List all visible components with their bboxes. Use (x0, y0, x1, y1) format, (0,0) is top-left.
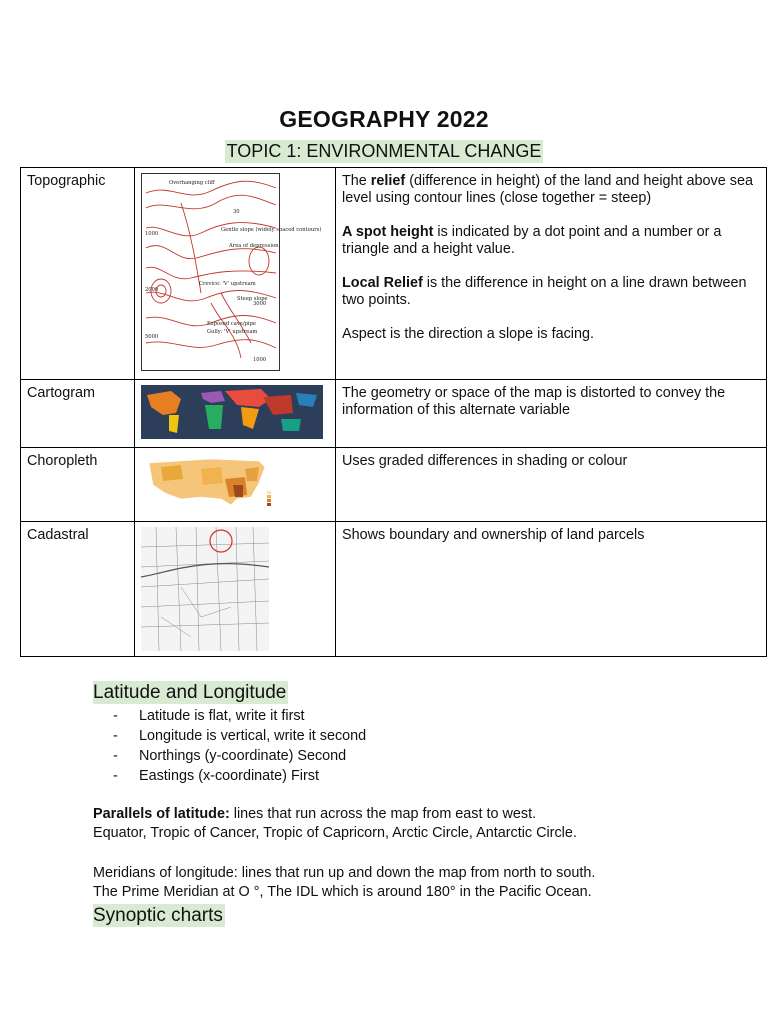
svg-text:Gully: 'V' upstream: Gully: 'V' upstream (207, 329, 258, 335)
svg-text:30: 30 (233, 209, 240, 215)
cadastral-description: Shows boundary and ownership of land parcels (336, 522, 767, 657)
map-type-label: Cadastral (21, 522, 135, 657)
svg-text:1000: 1000 (253, 357, 267, 363)
map-type-label: Choropleth (21, 448, 135, 522)
list-item: - Eastings (x-coordinate) First (113, 768, 319, 784)
map-type-label: Topographic (21, 168, 135, 380)
list-item: - Northings (y-coordinate) Second (113, 748, 347, 764)
document-title: GEOGRAPHY 2022 (279, 106, 489, 132)
choropleth-map-image (135, 448, 336, 522)
latlong-bullet-list (113, 706, 366, 786)
topographic-map-image (135, 168, 336, 380)
cadastral-map-image (135, 522, 336, 657)
table-row (21, 448, 767, 522)
choropleth-usa-illustration (141, 453, 291, 513)
svg-text:Gentle slope (widely spaced co: Gentle slope (widely spaced contours) (221, 227, 322, 233)
synoptic-heading: Synoptic charts (93, 905, 223, 926)
parallels-paragraph: Parallels of latitude: lines that run across the map from east to west. Equator, Tropic of Cancer, Tropic of Capricorn, Arctic Circle, Antarctic Circle. (93, 806, 577, 841)
local-relief-description: Local Relief is the difference in height on a line drawn between two points. (342, 275, 747, 308)
svg-text:1000: 1000 (145, 231, 159, 237)
topographic-contour-illustration (141, 173, 322, 371)
map-types-table (20, 167, 767, 657)
table-row (21, 380, 767, 448)
list-item: - Longitude is vertical, write it second (113, 728, 367, 744)
list-item: - Latitude is flat, write it first (113, 708, 305, 724)
svg-text:Exposed cave/pipe: Exposed cave/pipe (207, 321, 256, 327)
svg-text:Crevice: 'V' upstream: Crevice: 'V' upstream (199, 281, 256, 287)
choropleth-description: Uses graded differences in shading or colour (336, 448, 767, 522)
aspect-description: Aspect is the direction a slope is facing. (342, 326, 594, 342)
latlong-heading: Latitude and Longitude (93, 682, 287, 703)
svg-text:5000: 5000 (145, 334, 159, 340)
table-row (21, 168, 767, 380)
svg-text:Overhanging cliff: Overhanging cliff (169, 180, 215, 186)
cartogram-map-image (135, 380, 336, 448)
svg-text:2000: 2000 (145, 287, 159, 293)
cartogram-world-illustration (141, 385, 323, 439)
svg-text:Area of depression: Area of depression (229, 243, 279, 249)
meridians-paragraph: Meridians of longitude: lines that run up and down the map from north to south. The Prime Meridian at O °, The IDL which is around 180° in the Pacific Ocean. (93, 865, 596, 900)
topic-subtitle: TOPIC 1: ENVIRONMENTAL CHANGE (226, 141, 542, 161)
cadastral-parcels-illustration (141, 527, 269, 651)
table-row (21, 522, 767, 657)
cartogram-description: The geometry or space of the map is distorted to convey the information of this alternate variable (336, 380, 767, 448)
svg-text:3000: 3000 (253, 301, 267, 307)
svg-text:Steep slope: Steep slope (237, 296, 268, 302)
relief-description: The relief (difference in height) of the land and height above sea level using contour lines (close together = steep) (342, 173, 753, 206)
spot-height-description: A spot height is indicated by a dot point and a number or a triangle and a height value. (342, 224, 722, 257)
map-type-label: Cartogram (21, 380, 135, 448)
